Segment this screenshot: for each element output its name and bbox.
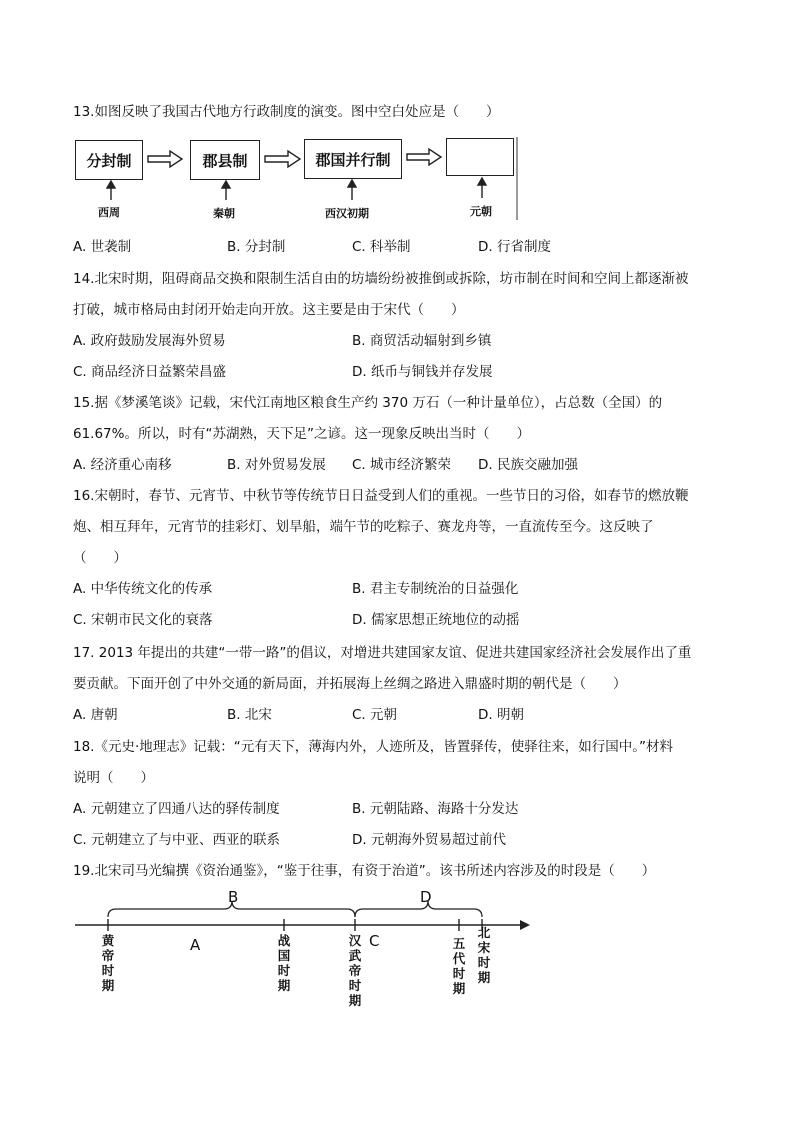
- q18-option-d[interactable]: D. 元朝海外贸易超过前代: [352, 832, 506, 848]
- timeline-point-huangdi: 黄帝时期: [101, 933, 115, 993]
- q18-option-b[interactable]: B. 元朝陆路、海路十分发达: [352, 801, 519, 817]
- q17-option-b[interactable]: B. 北宋: [227, 707, 272, 723]
- q19-stem: 19.北宋司马光编撰《资治通鉴》，“鉴于往事，有资于治道”。该书所述内容涉及的时段是（ ）: [73, 863, 656, 879]
- q16-option-a[interactable]: A. 中华传统文化的传承: [73, 581, 213, 597]
- q16-option-c[interactable]: C. 宋朝市民文化的衰落: [73, 612, 213, 628]
- timeline-letter-c: C: [369, 932, 380, 950]
- timeline-point-zhanguo: 战国时期: [277, 933, 291, 993]
- q13-label-qinchao: 秦朝: [213, 207, 235, 220]
- timeline-point-beisong: 北宋时期: [477, 925, 491, 985]
- q17-option-d[interactable]: D. 明朝: [478, 707, 524, 723]
- q13-option-b[interactable]: B. 分封制: [227, 239, 286, 255]
- q13-label-xihan: 西汉初期: [325, 207, 369, 220]
- q16-option-d[interactable]: D. 儒家思想正统地位的动摇: [352, 612, 520, 628]
- timeline-letter-d: D: [420, 888, 432, 906]
- q14-option-a[interactable]: A. 政府鼓励发展海外贸易: [73, 333, 226, 349]
- q14-option-b[interactable]: B. 商贸活动辐射到乡镇: [352, 333, 492, 349]
- q15-option-b[interactable]: B. 对外贸易发展: [227, 457, 326, 473]
- q13-label-xizhou: 西周: [98, 206, 120, 219]
- q17-option-a[interactable]: A. 唐朝: [73, 707, 118, 723]
- q14-option-d[interactable]: D. 纸币与铜钱并存发展: [352, 364, 493, 380]
- q15-stem-line-2: 61.67%。所以，时有“苏湖熟，天下足”之谚。这一现象反映出当时（ ）: [73, 426, 530, 442]
- q17-option-c[interactable]: C. 元朝: [352, 707, 398, 723]
- q13-option-d[interactable]: D. 行省制度: [478, 239, 551, 255]
- q13-stem: 13.如图反映了我国古代地方行政制度的演变。图中空白处应是（ ）: [73, 104, 500, 120]
- q13-box-fenfeng: 分封制: [75, 140, 143, 180]
- q13-label-yuanchao: 元朝: [470, 205, 492, 218]
- q16-stem-line-2: 炮、相互拜年，元宵节的挂彩灯、划旱船，端午节的吃粽子、赛龙舟等，一直流传至今。这反映了: [73, 519, 654, 535]
- timeline-point-wudai: 五代时期: [452, 936, 466, 996]
- q16-option-b[interactable]: B. 君主专制统治的日益强化: [352, 581, 519, 597]
- q13-box-junguo: 郡国并行制: [304, 139, 402, 179]
- q15-stem-line-1: 15.据《梦溪笔谈》记载，宋代江南地区粮食生产约 370 万石（一种计量单位），占总数（全国）的: [73, 395, 663, 411]
- q15-option-a[interactable]: A. 经济重心南移: [73, 457, 172, 473]
- timeline-letter-b: B: [228, 888, 239, 906]
- q15-option-c[interactable]: C. 城市经济繁荣: [352, 457, 452, 473]
- brace-d: [355, 901, 482, 917]
- q17-stem-line-2: 要贡献。下面开创了中外交通的新局面，并拓展海上丝绸之路进入鼎盛时期的朝代是（ ）: [73, 676, 627, 692]
- q13-option-c[interactable]: C. 科举制: [352, 239, 411, 255]
- q17-stem-line-1: 17. 2013 年提出的共建“一带一路”的倡议，对增进共建国家友谊、促进共建国家经济社会发展作出了重: [73, 645, 692, 661]
- q13-box-junxian: 郡县制: [190, 140, 260, 180]
- timeline-letter-a: A: [190, 936, 201, 954]
- timeline-arrowhead: [520, 920, 530, 930]
- q18-option-c[interactable]: C. 元朝建立了与中亚、西亚的联系: [73, 832, 281, 848]
- q14-stem-line-2: 打破，城市格局由封闭开始走向开放。这主要是由于宋代（ ）: [73, 302, 465, 318]
- q14-stem-line-1: 14.北宋时期，阻碍商品交换和限制生活自由的坊墙纷纷被推倒或拆除，坊市制在时间和空间上都逐渐被: [73, 271, 689, 287]
- q14-option-c[interactable]: C. 商品经济日益繁荣昌盛: [73, 364, 227, 380]
- q18-option-a[interactable]: A. 元朝建立了四通八达的驿传制度: [73, 801, 280, 817]
- q16-stem-line-1: 16.宋朝时，春节、元宵节、中秋节等传统节日日益受到人们的重视。一些节日的习俗，如春节的燃放鞭: [73, 488, 689, 504]
- timeline-point-hanwudi: 汉武帝时期: [348, 933, 362, 1008]
- q13-option-a[interactable]: A. 世袭制: [73, 239, 132, 255]
- q18-stem-line-2: 说明（ ）: [73, 770, 154, 786]
- q16-stem-line-3: （ ）: [73, 550, 127, 566]
- q15-option-d[interactable]: D. 民族交融加强: [478, 457, 578, 473]
- q18-stem-line-1: 18.《元史·地理志》记载：“元有天下，薄海内外，人迹所及，皆置驿传，使驿往来，如行国中。”材料: [73, 739, 673, 755]
